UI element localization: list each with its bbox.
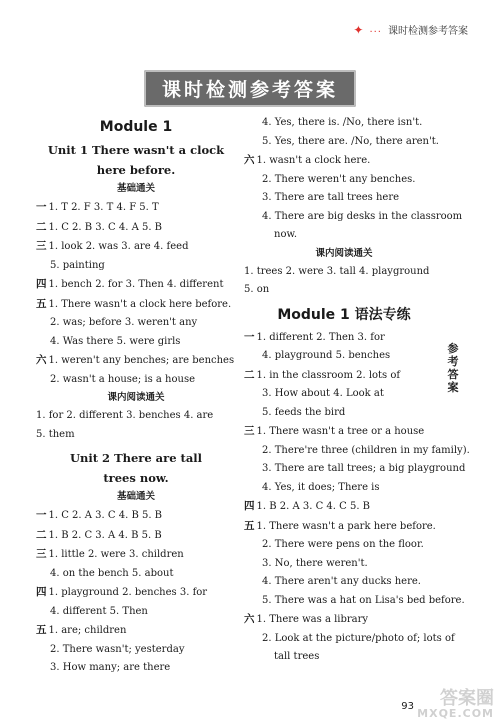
question-number: 一 bbox=[36, 509, 47, 521]
answer-text: 1. There wasn't a tree or a house bbox=[256, 426, 425, 437]
section-reading: 课内阅读通关 bbox=[315, 247, 373, 259]
answer-text: 1. in the classroom 2. lots of bbox=[256, 369, 401, 381]
watermark bbox=[417, 690, 494, 720]
answer-text: 3. There are tall trees; a big playground bbox=[262, 463, 466, 474]
answer-row bbox=[244, 328, 444, 348]
answer-row bbox=[36, 218, 236, 238]
answer-text: 1. weren't any benches; are benches bbox=[48, 355, 235, 366]
answer-text: 3. No, there weren't. bbox=[262, 557, 368, 569]
answer-text: 1. C 2. A 3. C 4. B 5. B bbox=[48, 510, 163, 521]
unit1-title-line1: Unit 1 There wasn't a clock bbox=[47, 143, 225, 157]
answer-text: 4. on the bench 5. about bbox=[50, 567, 174, 579]
answer-text: 1. for 2. different 3. benches 4. are bbox=[36, 410, 214, 421]
answer-row bbox=[36, 526, 236, 546]
answer-text: 1. There was a library bbox=[256, 614, 369, 625]
answer-text: 4. Yes, it does; There is bbox=[262, 481, 380, 493]
answer-text: 5. feeds the bird bbox=[262, 406, 346, 418]
answer-row bbox=[244, 422, 444, 442]
answer-text: 2. There wasn't; yesterday bbox=[50, 643, 185, 655]
answer-text: 1. B 2. C 3. A 4. B 5. B bbox=[48, 529, 162, 541]
question-number: 三 bbox=[36, 548, 47, 560]
question-number: 五 bbox=[244, 519, 255, 532]
question-number: 二 bbox=[36, 528, 47, 541]
section-reading: 课内阅读通关 bbox=[107, 392, 165, 403]
answer-row bbox=[36, 351, 236, 371]
unit2-title-line1: Unit 2 There are tall bbox=[69, 451, 203, 465]
star-mark-icon: ✦ bbox=[353, 22, 364, 37]
header-title: 课时检测参考答案 bbox=[388, 26, 468, 37]
unit1-title-line2: here before. bbox=[96, 163, 176, 177]
answer-row bbox=[244, 366, 444, 386]
answer-text: 4. There are big desks in the classroom bbox=[262, 210, 463, 222]
answer-text: 1. trees 2. were 3. tall 4. playground bbox=[244, 265, 430, 277]
answer-row bbox=[244, 517, 444, 537]
question-number: 三 bbox=[36, 240, 47, 252]
answer-text: 1. bench 2. for 3. Then 4. different bbox=[48, 279, 224, 290]
question-number: 一 bbox=[244, 330, 255, 343]
answer-text: 1. are; children bbox=[48, 625, 127, 636]
answer-text: 5. them bbox=[36, 428, 75, 440]
answer-row bbox=[244, 151, 444, 171]
answer-text: 1. T 2. F 3. T 4. F 5. T bbox=[48, 202, 159, 213]
answer-text: 1. look 2. was 3. are 4. feed bbox=[48, 241, 189, 252]
section-basic: 基础通关 bbox=[116, 183, 155, 194]
answer-text: 4. Was there 5. were girls bbox=[50, 335, 181, 347]
question-number: 四 bbox=[36, 278, 47, 290]
answer-text: 3. How many; are there bbox=[50, 662, 171, 673]
answer-row bbox=[36, 506, 236, 526]
module-title: Module 1 bbox=[99, 119, 173, 135]
section-basic: 基础通关 bbox=[116, 491, 155, 502]
answer-text: 3. How about 4. Look at bbox=[262, 388, 384, 399]
question-number: 四 bbox=[244, 500, 255, 512]
answer-text: 1. little 2. were 3. children bbox=[48, 549, 184, 560]
question-number: 二 bbox=[244, 368, 255, 381]
left-column bbox=[36, 114, 236, 678]
answer-text: 2. There weren't any benches. bbox=[262, 173, 416, 185]
page-banner: 课时检测参考答案 bbox=[144, 70, 356, 107]
answer-text: 1. different 2. Then 3. for bbox=[256, 331, 385, 343]
question-number: 六 bbox=[244, 613, 255, 625]
answer-text: tall trees bbox=[274, 651, 320, 662]
answer-text: 2. was; before 3. weren't any bbox=[50, 317, 198, 328]
answer-text: now. bbox=[274, 229, 298, 240]
answer-text: 1. wasn't a clock here. bbox=[256, 155, 371, 166]
banner-container bbox=[0, 70, 500, 107]
page-header bbox=[300, 22, 468, 37]
watermark-line2: MXQE.COM bbox=[417, 707, 494, 720]
answer-text: 2. wasn't a house; is a house bbox=[50, 373, 195, 385]
grammar-module-title: Module 1 语法专练 bbox=[277, 306, 411, 323]
answer-text: 1. B 2. A 3. C 4. C 5. B bbox=[256, 501, 371, 512]
answer-text: 5. Yes, there are. /No, there aren't. bbox=[262, 135, 439, 147]
side-tab-text: 参考答案 bbox=[447, 342, 459, 394]
unit2-title-line2: trees now. bbox=[103, 471, 169, 485]
question-number: 五 bbox=[36, 624, 47, 636]
answer-row bbox=[36, 545, 236, 565]
answer-text: 4. different 5. Then bbox=[50, 605, 148, 617]
answer-text: 5. on bbox=[244, 284, 270, 295]
question-number: 四 bbox=[36, 586, 47, 598]
side-tab-label bbox=[446, 342, 460, 394]
answer-row bbox=[36, 198, 236, 218]
answer-text: 4. playground 5. benches bbox=[262, 350, 391, 361]
answer-text: 1. There wasn't a park here before. bbox=[256, 520, 436, 532]
answer-row bbox=[36, 621, 236, 641]
question-number: 一 bbox=[36, 201, 47, 213]
answer-text: 5. There was a hat on Lisa's bed before. bbox=[262, 594, 465, 606]
header-dots: ... bbox=[369, 24, 382, 35]
answer-text: 3. There are tall trees here bbox=[262, 192, 400, 203]
answer-row bbox=[36, 295, 236, 315]
answer-row bbox=[36, 583, 236, 603]
question-number: 六 bbox=[244, 154, 255, 166]
answer-text: 4. There aren't any ducks here. bbox=[262, 576, 421, 587]
answer-text: 2. Look at the picture/photo of; lots of bbox=[262, 632, 455, 644]
answer-text: 1. C 2. B 3. C 4. A 5. B bbox=[48, 221, 163, 233]
answer-text: 1. playground 2. benches 3. for bbox=[48, 587, 208, 598]
watermark-line1: 答案圈 bbox=[440, 688, 494, 709]
answer-text: 2. There were pens on the floor. bbox=[262, 539, 424, 550]
question-number: 二 bbox=[36, 220, 47, 233]
answer-text: 2. There're three (children in my family). bbox=[262, 444, 470, 456]
answer-text: 4. Yes, there is. /No, there isn't. bbox=[262, 117, 423, 128]
answer-text: 5. painting bbox=[50, 259, 105, 271]
question-number: 五 bbox=[36, 297, 47, 310]
answer-row bbox=[36, 237, 236, 257]
answer-row bbox=[244, 610, 444, 630]
question-number: 三 bbox=[244, 425, 255, 437]
page-number: 93 bbox=[401, 701, 414, 712]
answer-row bbox=[244, 497, 444, 517]
question-number: 六 bbox=[36, 354, 47, 366]
answer-text: 1. There wasn't a clock here before. bbox=[48, 298, 232, 310]
answer-row bbox=[36, 275, 236, 295]
